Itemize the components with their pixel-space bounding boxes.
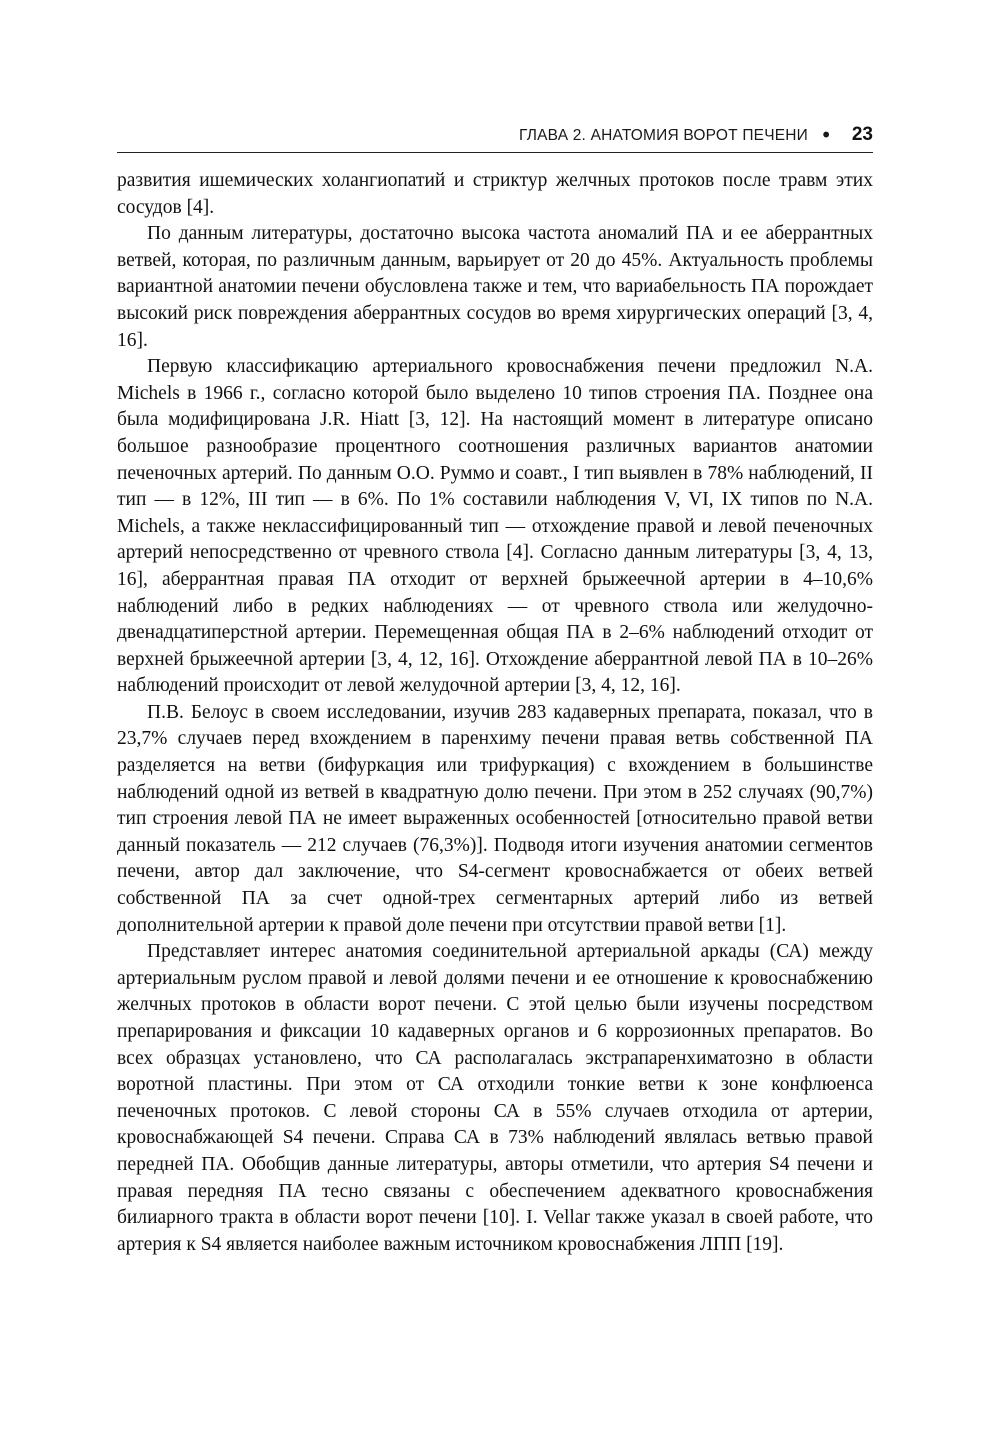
paragraph-continuation: развития ишемических холангиопатий и стриктур желчных протоков после травм этих сосудов [4]. xyxy=(117,170,873,218)
paragraph: П.В. Белоус в своем исследовании, изучив 283 кадаверных препарата, показал, что в 23,7% случаев перед вхождением в паренхиму печени правая ветвь собственной ПА разделяется на ветви (бифуркация или трифуркация) с вхождением в большинстве наблюдений одной из ветвей в квадратную долю печени. При этом в 252 случаях (90,7%) тип строения левой ПА не имеет выраженных особенностей [относительно правой ветви данный показатель — 212 случаев (76,3%)]. Подводя итоги изучения анатомии сегментов печени, автор дал заключение, что S4-сегмент кровоснабжается от обеих ветвей собственной ПА за счет одной-трех сегментарных артерий либо из ветвей дополнительной артерии к правой доле печени при отсутствии правой ветви [1]. xyxy=(117,701,873,936)
bullet-separator-icon: • xyxy=(820,123,832,147)
page-body xyxy=(117,168,873,1258)
chapter-title: ГЛАВА 2. АНАТОМИЯ ВОРОТ ПЕЧЕНИ xyxy=(519,127,808,144)
running-header xyxy=(117,122,873,153)
paragraph: По данным литературы, достаточно высока частота аномалий ПА и ее аберрантных ветвей, которая, по различным данным, варьирует от 20 до 45%. Актуальность проблемы вариантной анатомии печени обусловлена также и тем, что вариабельность ПА порождает высокий риск повреждения аберрантных сосудов во время хирургических операций [3, 4, 16]. xyxy=(117,223,873,351)
paragraph: Первую классификацию артериального кровоснабжения печени предложил N.A. Michels в 1966 г., согласно которой было выделено 10 типов строения ПА. Позднее она была модифицирована J.R. Hiatt [3, 12]. На настоящий момент в литературе описано большое разнообразие процентного соотношения различных вариантов анатомии печеночных артерий. По данным О.О. Руммо и соавт., I тип выявлен в 78% наблюдений, II тип — в 12%, III тип — в 6%. По 1% составили наблюдения V, VI, IX типов по N.A. Michels, а также неклассифицированный тип — отхождение правой и левой печеночных артерий непосредственно от чревного ствола [4]. Согласно данным литературы [3, 4, 13, 16], аберрантная правая ПА отходит от верхней брыжеечной артерии в 4–10,6% наблюдений либо в редких наблюдениях — от чревного ствола или желудочно-двенадцатиперстной артерии. Перемещенная общая ПА в 2–6% наблюдений отходит от верхней брыжеечной артерии [3, 4, 12, 16]. Отхождение аберрантной левой ПА в 10–26% наблюдений происходит от левой желудочной артерии [3, 4, 12, 16]. xyxy=(117,356,873,697)
paragraph: Представляет интерес анатомия соединительной артериальной аркады (СА) между артериальным руслом правой и левой долями печени и ее отношение к кровоснабжению желчных протоков в области ворот печени. С этой целью были изучены посредством препарирования и фиксации 10 кадаверных органов и 6 коррозионных препаратов. Во всех образцах установлено, что СА располагалась экстрапаренхиматозно в области воротной пластины. При этом от СА отходили тонкие ветви к зоне конфлюенса печеночных протоков. С левой стороны СА в 55% случаев отходила от артерии, кровоснабжающей S4 печени. Справа СА в 73% наблюдений являлась ветвью правой передней ПА. Обобщив данные литературы, авторы отметили, что артерия S4 печени и правая передняя ПА тесно связаны с обеспечением адекватного кровоснабжения билиарного тракта в области ворот печени [10]. I. Vellar также указал в своей работе, что артерия к S4 является наиболее важным источником кровоснабжения ЛПП [19]. xyxy=(117,941,873,1255)
page-number: 23 xyxy=(851,124,873,145)
